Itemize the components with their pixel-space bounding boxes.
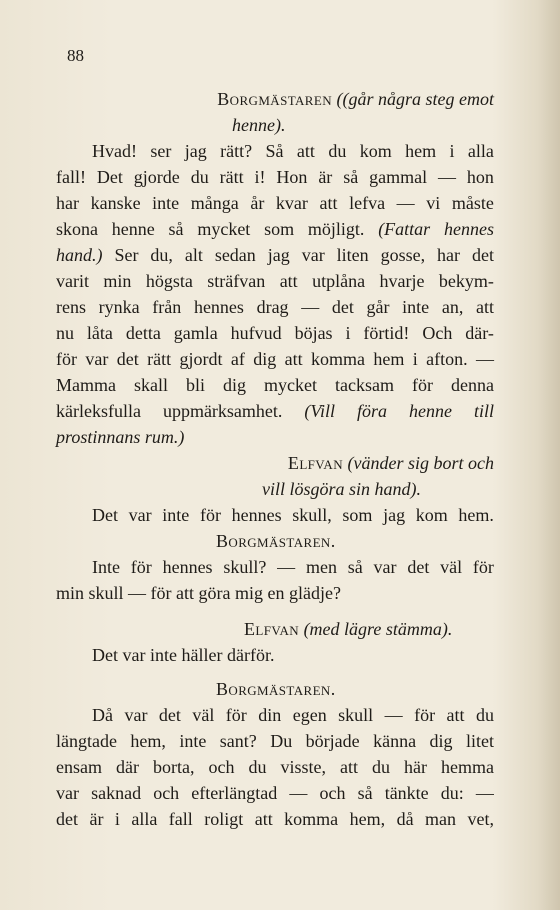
text-line: hand.) Ser du, alt sedan jag var liten gosse, har det: [56, 245, 494, 265]
text-line: rens rynka från hennes drag — det går inte an, att: [56, 297, 494, 317]
text-line: Det var inte för hennes skull, som jag kom hem.: [92, 505, 494, 525]
text-line: Hvad! ser jag rätt? Så att du kom hem i alla: [92, 141, 494, 161]
text-line: fall! Det gjorde du rätt i! Hon är så gammal — hon: [56, 167, 494, 187]
text-line: ensam där borta, och du visste, att du här hemma: [56, 757, 494, 777]
page-number: 88: [67, 46, 84, 65]
text-line: för var det rätt gjordt af dig att komma hem i afton. —: [56, 349, 494, 369]
text-line: min skull — för att göra mig en glädje?: [56, 583, 342, 603]
text-line: Det var inte häller därför.: [92, 645, 275, 665]
speaker-name: Borgmästaren.: [216, 531, 336, 551]
text-line: nu låta detta gamla hufvud böjas i förtid! Och där-: [56, 323, 494, 343]
text-line: Inte för hennes skull? — men så var det väl för: [92, 557, 494, 577]
text-line: har kanske inte många år kvar att lefva — vi måste: [56, 193, 494, 213]
stage-direction-line: vill lösgöra sin hand).: [262, 479, 422, 499]
stage-direction-line: Elfvan (vänder sig bort och: [287, 453, 494, 473]
stage-direction-line: Elfvan (med lägre stämma).: [244, 619, 453, 639]
text-line: längtade hem, inte sant? Du började känna dig litet: [56, 731, 494, 751]
text-line: var saknad och efterlängtad — och så tänkte du: —: [56, 783, 494, 803]
text-line: Då var det väl för din egen skull — för att du: [92, 705, 494, 725]
stage-direction-line: henne).: [232, 115, 286, 135]
text-line: skona henne så mycket som möjligt. (Fattar hennes: [56, 219, 494, 239]
text-line: Mamma skall bli dig mycket tacksam för denna: [56, 375, 494, 395]
speaker-name: Borgmästaren.: [216, 679, 336, 699]
text-line: det är i alla fall roligt att komma hem, då man vet,: [56, 809, 494, 829]
text-line: kärleksfulla uppmärksamhet. (Vill föra henne till: [56, 401, 494, 421]
stage-direction-line: Borgmästaren ((går några steg emot: [217, 89, 494, 109]
text-line: varit min högsta sträfvan att utplåna hvarje bekym-: [56, 271, 494, 291]
text-line: prostinnans rum.): [56, 427, 185, 447]
